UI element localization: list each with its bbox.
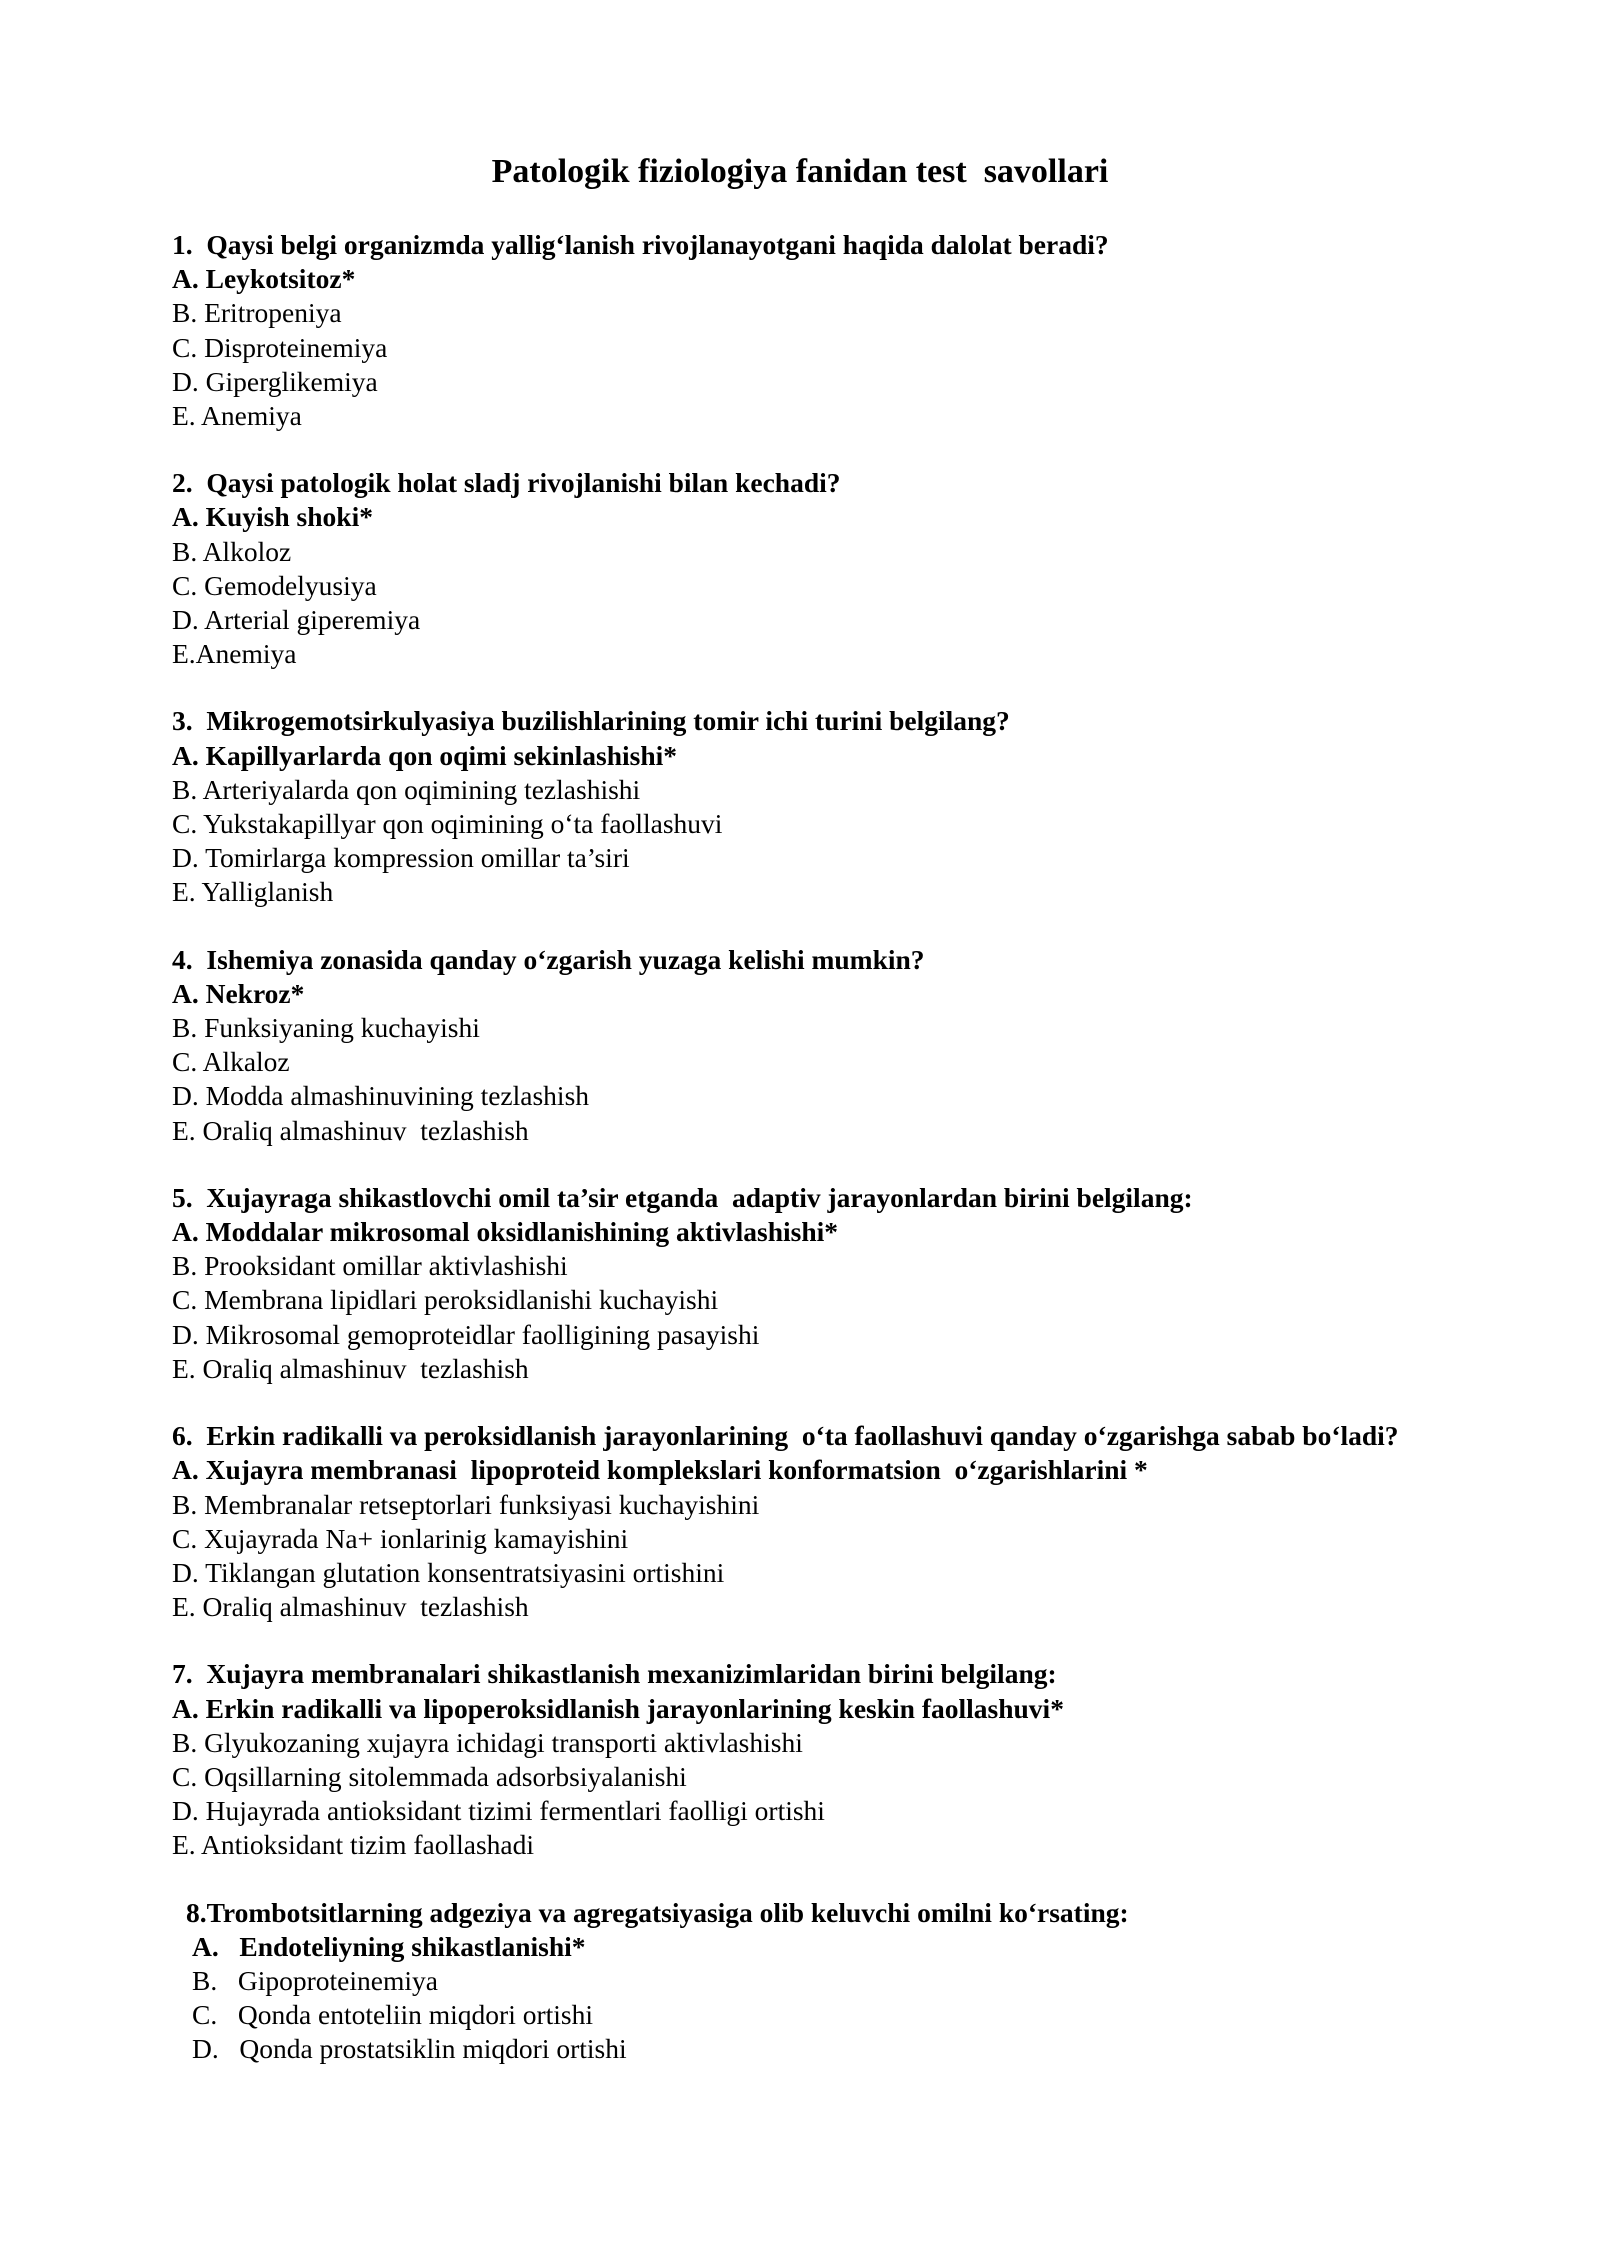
answer-option-b: B. Glyukozaning xujayra ichidagi transporti aktivlashishi (172, 1726, 803, 1758)
answer-option-b: B. Gipoproteinemiya (192, 1964, 438, 1996)
answer-option-a: A. Endoteliyning shikastlanishi* (192, 1930, 586, 1962)
answer-option-e: E. Oraliq almashinuv tezlashish (172, 1591, 529, 1623)
document-title: Patologik fiziologiya fanidan test savollari (491, 153, 1109, 190)
answer-option-d: D. Mikrosomal gemoproteidlar faolligining pasayishi (172, 1318, 760, 1350)
answer-option-b: B. Eritropeniya (172, 297, 342, 329)
answer-option-b: B. Arteriyalarda qon oqimining tezlashishi (172, 773, 641, 805)
answer-option-d: D. Modda almashinuvining tezlashish (172, 1080, 590, 1112)
answer-option-c: C. Qonda entoteliin miqdori ortishi (192, 1999, 594, 2031)
question-7 (172, 1657, 1432, 1862)
answer-option-c: C. Membrana lipidlari peroksidlanishi kuchayishi (172, 1284, 719, 1316)
answer-option-e: E.Anemiya (172, 638, 297, 670)
answer-option-e: E. Oraliq almashinuv tezlashish (172, 1352, 529, 1384)
answer-option-d: D. Hujayrada antioksidant tizimi fermentlari faolligi ortishi (172, 1795, 825, 1827)
answer-option-d: D. Arterial giperemiya (172, 604, 421, 636)
answer-option-a: A. Erkin radikalli va lipoperoksidlanish jarayonlarining keskin faollashuvi* (172, 1692, 1064, 1724)
answer-option-c: C. Alkaloz (172, 1046, 290, 1078)
question-5 (172, 1181, 1432, 1386)
answer-option-a: A. Moddalar mikrosomal oksidlanishining aktivlashishi* (172, 1216, 839, 1248)
answer-option-c: C. Oqsillarning sitolemmada adsorbsiyalanishi (172, 1760, 687, 1792)
answer-option-c: C. Gemodelyusiya (172, 569, 377, 601)
answer-option-c: C. Xujayrada Na+ ionlarinig kamayishini (172, 1522, 629, 1554)
answer-option-d: D. Giperglikemiya (172, 365, 378, 397)
question-3 (172, 704, 1432, 909)
question-stem: 5. Xujayraga shikastlovchi omil ta’sir etganda adaptiv jarayonlardan birini belgilang: (172, 1181, 1193, 1213)
answer-option-b: B. Membranalar retseptorlari funksiyasi kuchayishini (172, 1488, 760, 1520)
answer-option-e: E. Yalliglanish (172, 876, 334, 908)
answer-option-b: B. Funksiyaning kuchayishi (172, 1012, 480, 1044)
answer-option-a: A. Xujayra membranasi lipoproteid komplekslari konformatsion o‘zgarishlarini * (172, 1454, 1148, 1486)
question-8 (186, 1896, 1432, 2067)
answer-option-d: D. Qonda prostatsiklin miqdori ortishi (192, 2033, 627, 2065)
answer-option-a: A. Kuyish shoki* (172, 501, 373, 533)
answer-option-a: A. Kapillyarlarda qon oqimi sekinlashishi* (172, 739, 678, 771)
answer-option-c: C. Disproteinemiya (172, 331, 388, 363)
question-4 (172, 943, 1432, 1148)
answer-option-a: A. Nekroz* (172, 977, 305, 1009)
answer-option-e: E. Anemiya (172, 400, 302, 432)
question-stem: 8.Trombotsitlarning adgeziya va agregatsiyasiga olib keluvchi omilni ko‘rsating: (186, 1896, 1129, 1928)
question-stem: 4. Ishemiya zonasida qanday o‘zgarish yuzaga kelishi mumkin? (172, 943, 925, 975)
answer-option-c: C. Yukstakapillyar qon oqimining o‘ta faollashuvi (172, 808, 723, 840)
answer-option-b: B. Alkoloz (172, 535, 292, 567)
answer-option-b: B. Prooksidant omillar aktivlashishi (172, 1250, 568, 1282)
question-stem: 1. Qaysi belgi organizmda yallig‘lanish rivojlanayotgani haqida dalolat beradi? (172, 229, 1109, 260)
answer-option-d: D. Tomirlarga kompression omillar ta’siri (172, 842, 630, 874)
question-stem: 3. Mikrogemotsirkulyasiya buzilishlarining tomir ichi turini belgilang? (172, 705, 1010, 737)
answer-option-e: E. Antioksidant tizim faollashadi (172, 1829, 535, 1861)
answer-option-e: E. Oraliq almashinuv tezlashish (172, 1114, 529, 1146)
question-2 (172, 466, 1432, 671)
question-1 (172, 228, 1432, 433)
question-list (172, 228, 1432, 2100)
answer-option-a: A. Leykotsitoz* (172, 263, 356, 295)
question-stem: 6. Erkin radikalli va peroksidlanish jarayonlarining o‘ta faollashuvi qanday o‘zgarishga sabab bo‘ladi? (172, 1420, 1399, 1452)
question-6 (172, 1419, 1432, 1624)
question-stem: 7. Xujayra membranalari shikastlanish mexanizimlaridan birini belgilang: (172, 1658, 1057, 1690)
answer-option-d: D. Tiklangan glutation konsentratsiyasini ortishini (172, 1556, 725, 1588)
question-stem: 2. Qaysi patologik holat sladj rivojlanishi bilan kechadi? (172, 467, 841, 499)
